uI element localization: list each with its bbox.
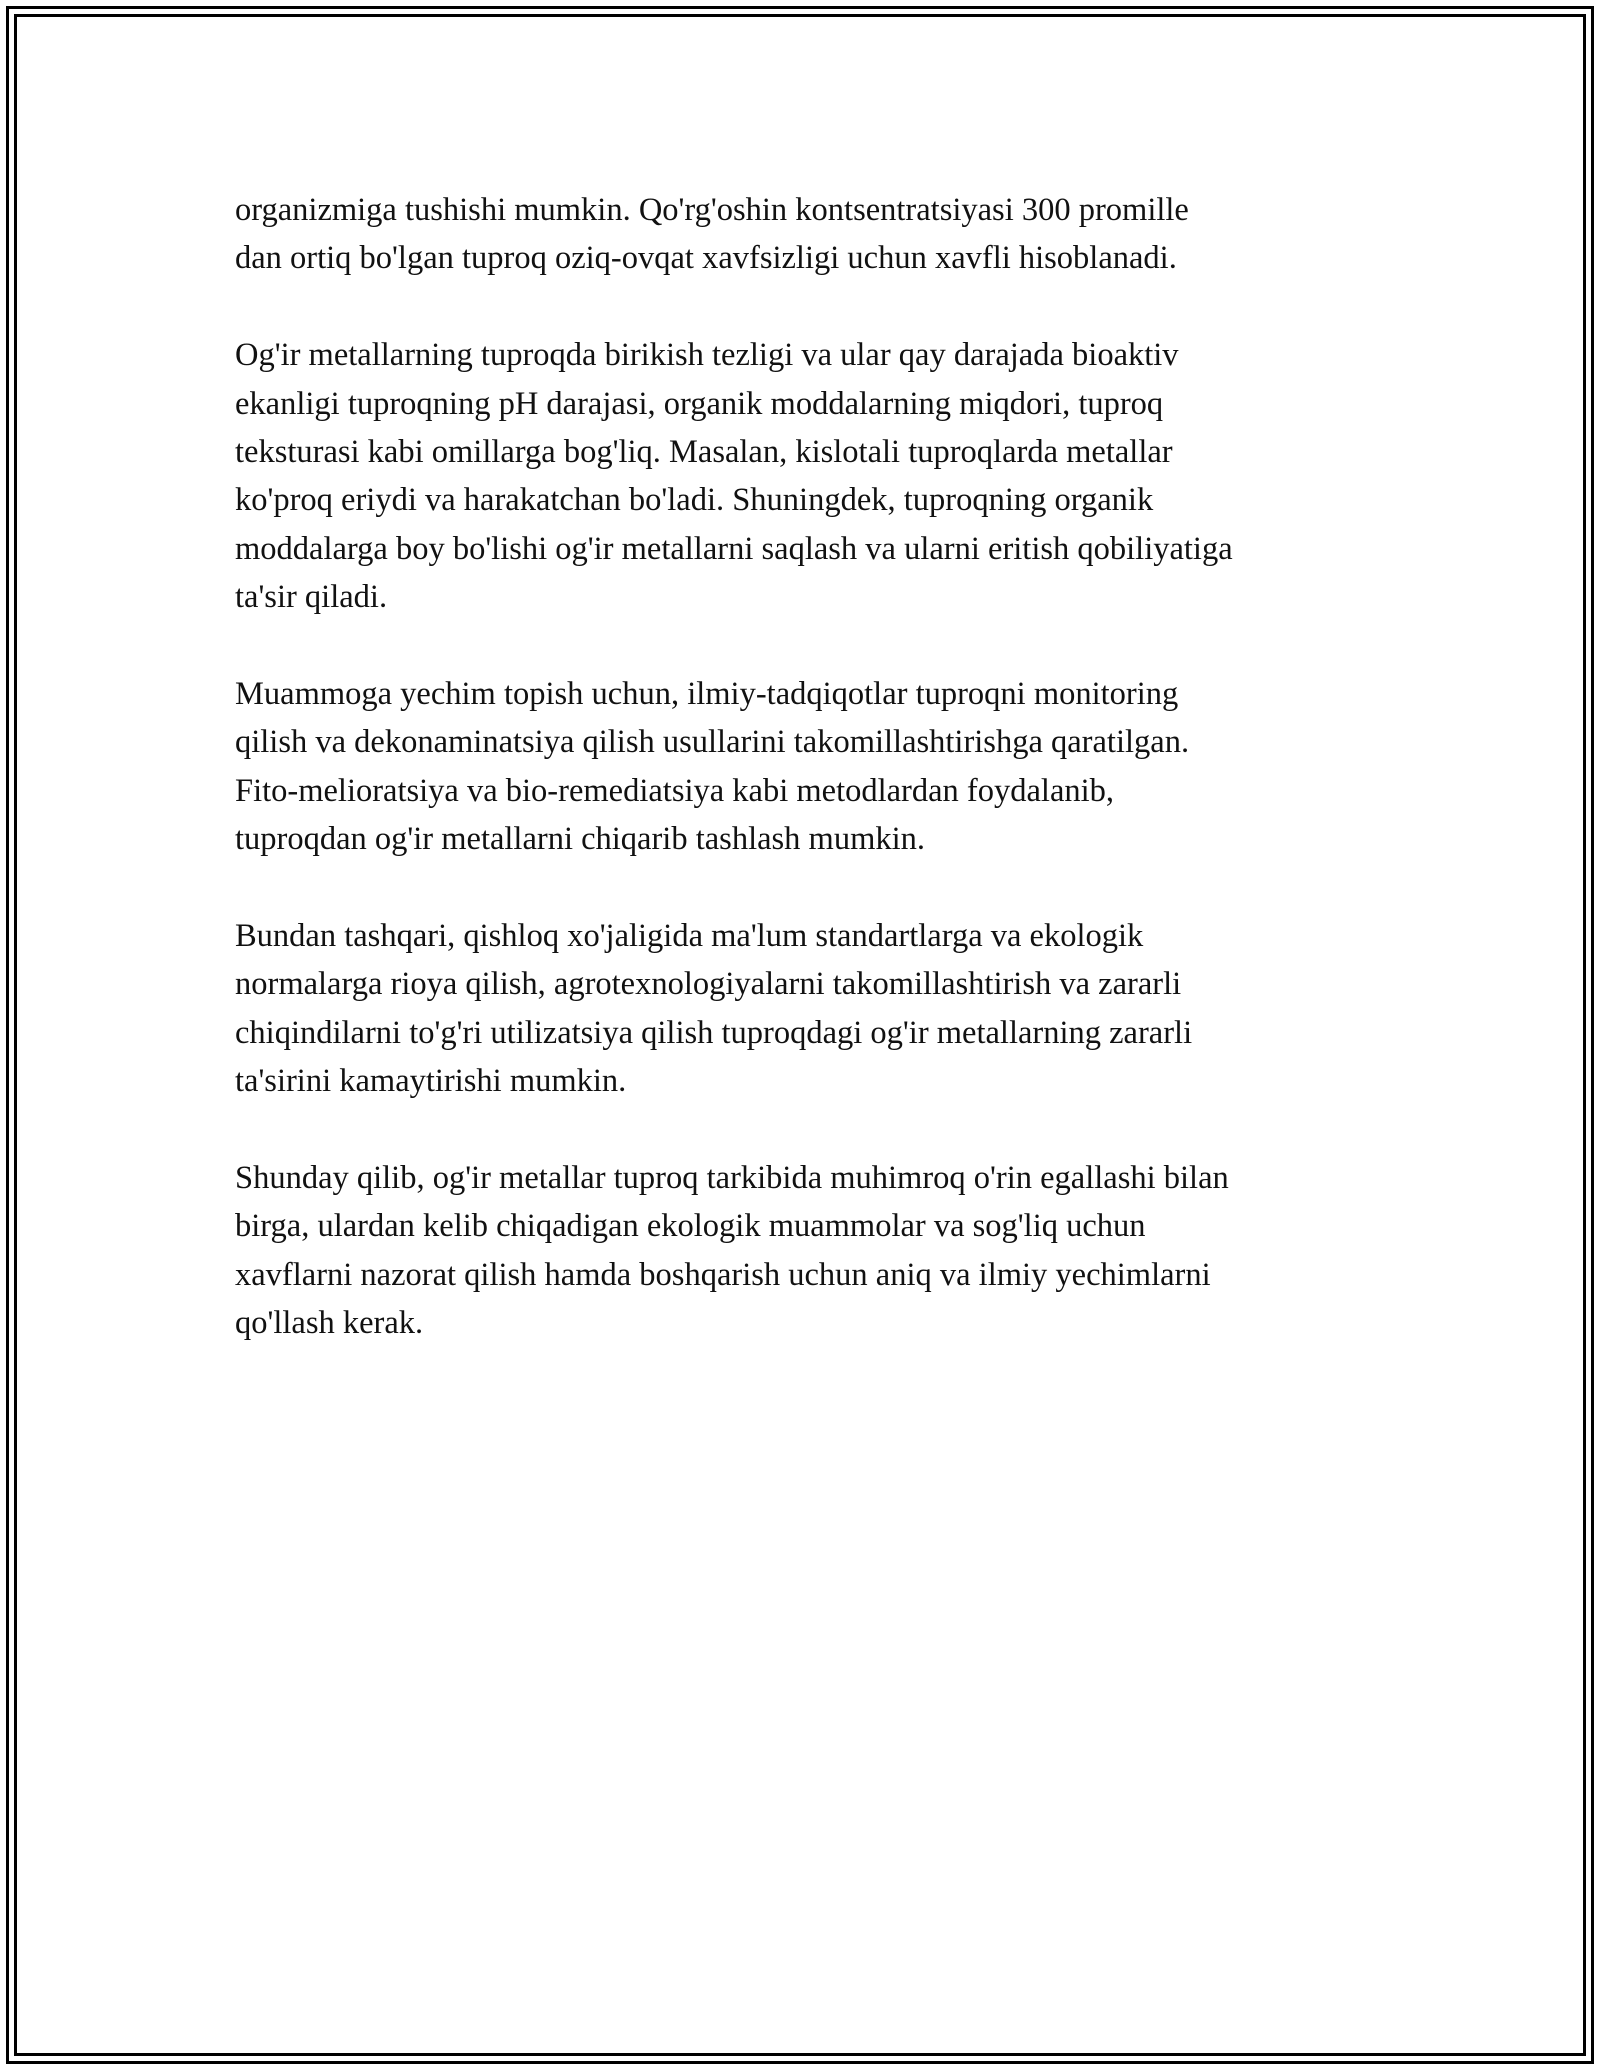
paragraph-3: Muammoga yechim topish uchun, ilmiy-tadqiqotlar tuproqni monitoring qilish va dekonaminatsiya qilish usullarini takomillashtirishga qaratilgan. Fito-melioratsiya va bio-remediatsiya kabi metodlardan foydalanib, tuproqdan og'ir metallarni chiqarib tashlash mumkin. (235, 676, 1190, 858)
paragraph-5: Shunday qilib, og'ir metallar tuproq tarkibida muhimroq o'rin egallashi bilan birga, ulardan kelib chiqadigan ekologik muammolar va sog'liq uchun xavflarni nazorat qilish hamda boshqarish uchun aniq va ilmiy yechimlarni qo'llash kerak. (235, 1160, 1229, 1342)
paragraph-2: Og'ir metallarning tuproqda birikish tezligi va ular qay darajada bioaktiv ekanligi tuproqning pH darajasi, organik moddalarning miqdori, tuproq teksturasi kabi omillarga bog'liq. Masalan, kislotali tuproqlarda metallar ko'proq eriydi va harakatchan bo'ladi. Shuningdek, tuproqning organik moddalarga boy bo'lishi og'ir metallarni saqlash va ularni eritish qobiliyatiga ta'sir qiladi. (235, 337, 1233, 616)
paragraph-4: Bundan tashqari, qishloq xo'jaligida ma'lum standartlarga va ekologik normalarga rioya qilish, agrotexnologiyalarni takomillashtirish va zararli chiqindilarni to'g'ri utilizatsiya qilish tuproqdagi og'ir metallarning zararli ta'sirini kamaytirishi mumkin. (235, 918, 1193, 1100)
paragraph-1: organizmiga tushishi mumkin. Qo'rg'oshin kontsentratsiyasi 300 promille dan ortiq bo'lgan tuproq oziq-ovqat xavfsizligi uchun xavfli hisoblanadi. (235, 192, 1189, 277)
document-body (235, 186, 1375, 1396)
